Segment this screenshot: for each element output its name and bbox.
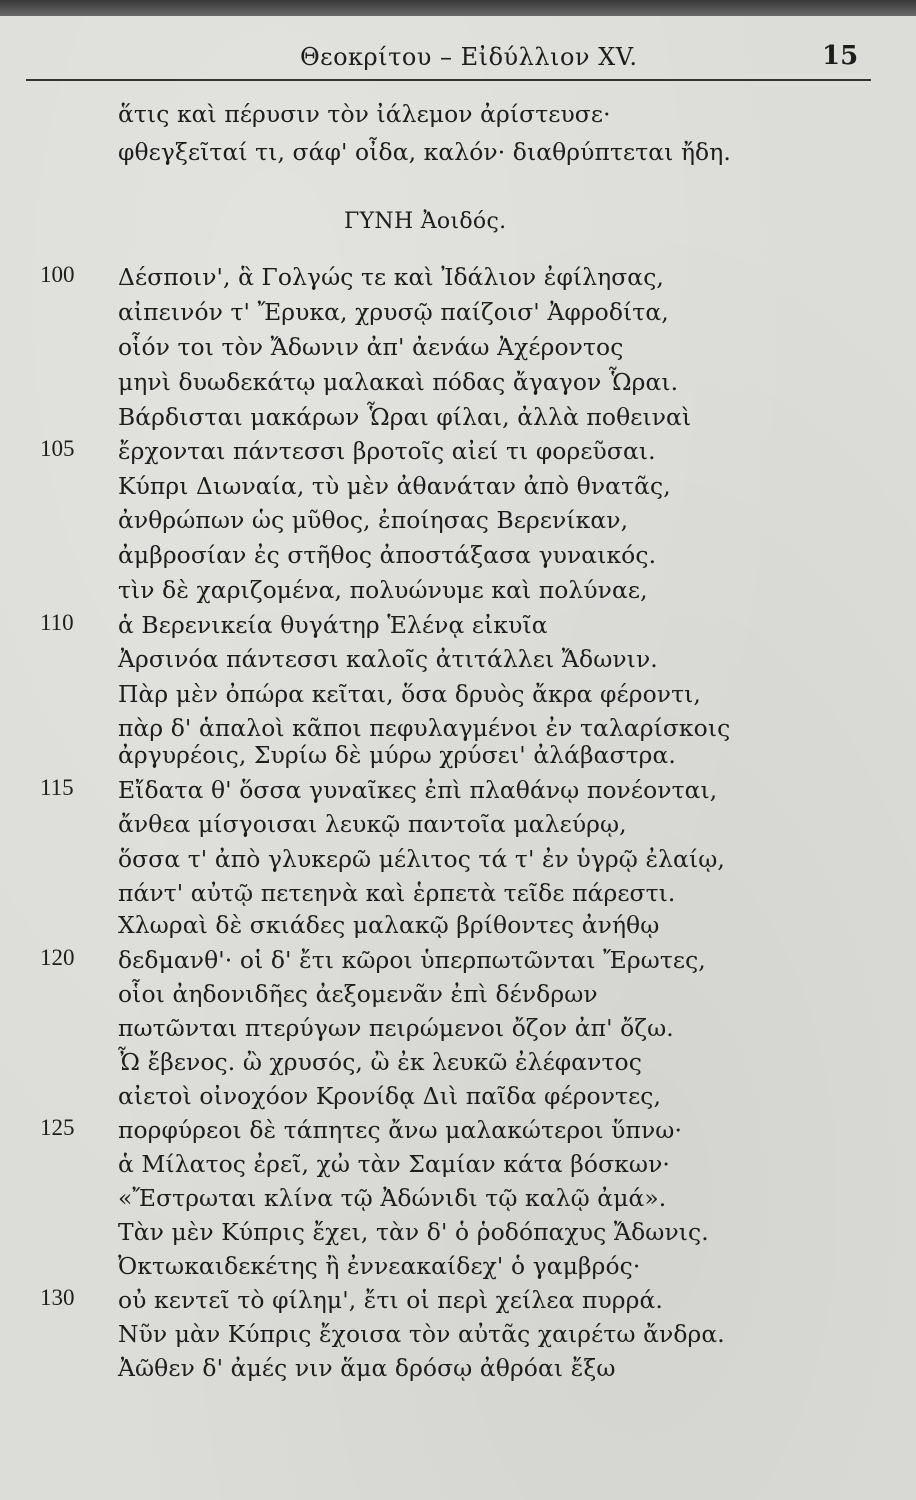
poem-line: Ἀῶθεν δ' ἀμές νιν ἅμα δρόσῳ ἀθρόαι ἔξω: [118, 1354, 616, 1382]
poem-line: οἷοι ἀηδονιδῆες ἀεξομενᾶν ἐπὶ δένδρων: [118, 980, 598, 1008]
poem-line: Τὰν μὲν Κύπρις ἔχει, τὰν δ' ὁ ῥοδόπαχυς Ἄδωνις.: [118, 1218, 709, 1246]
poem-line: πάντ' αὐτῷ πετεηνὰ καὶ ἑρπετὰ τεῖδε πάρεστι.: [118, 879, 676, 907]
line-number: 120: [40, 945, 75, 970]
line-number: 115: [40, 775, 74, 800]
speaker-heading: ΓΥΝΗ Ἀοιδός.: [344, 209, 507, 234]
poem-line: ὅσσα τ' ἀπὸ γλυκερῶ μέλιτος τά τ' ἐν ὑγρῷ ἐλαίῳ,: [118, 845, 725, 873]
header-rule: [26, 79, 871, 81]
poem-line: Κύπρι Διωναία, τὺ μὲν ἀθανάταν ἀπὸ θνατᾶς,: [118, 472, 671, 500]
poem-line: Βάρδισται μακάρων Ὧραι φίλαι, ἀλλὰ ποθειναὶ: [118, 403, 692, 431]
poem-line: ἀργυρέοις, Συρίω δὲ μύρω χρύσει' ἀλάβαστρα.: [118, 741, 676, 769]
poem-line: Ὦ ἔβενος. ὢ χρυσός, ὢ ἐκ λευκῶ ἐλέφαντος: [118, 1048, 642, 1076]
poem-line: Πὰρ μὲν ὀπώρα κεῖται, ὅσα δρυὸς ἄκρα φέροντι,: [118, 680, 701, 708]
poem-line: πωτῶνται πτερύγων πειρώμενοι ὄζον ἀπ' ὄζω.: [118, 1014, 674, 1042]
running-head: [0, 43, 916, 83]
poem-line: Εἴδατα θ' ὅσσα γυναῖκες ἐπὶ πλαθάνῳ πονέονται,: [118, 776, 718, 804]
poem-line: Χλωραὶ δὲ σκιάδες μαλακῷ βρίθοντες ἀνήθῳ: [118, 911, 660, 939]
poem-line: Ὀκτωκαιδεκέτης ἢ ἐννεακαίδεχ' ὁ γαμβρός·: [118, 1252, 641, 1280]
poem-line: αἰετοὶ οἰνοχόον Κρονίδᾳ Διὶ παῖδα φέροντες,: [118, 1082, 662, 1110]
line-number: 110: [40, 610, 74, 635]
poem-line: ἀνθρώπων ὡς μῦθος, ἐποίησας Βερενίκαν,: [118, 506, 629, 534]
poem-line: ἀμβροσίαν ἐς στῆθος ἀποστάξασα γυναικός.: [118, 541, 657, 569]
poem-line: ἅτις καὶ πέρυσιν τὸν ἰάλεμον ἀρίστευσε·: [118, 100, 611, 128]
line-number: 125: [40, 1115, 75, 1140]
line-number: 100: [40, 262, 75, 287]
poem-line: πὰρ δ' ἁπαλοὶ κᾶποι πεφυλαγμένοι ἐν ταλαρίσκοις: [118, 714, 731, 742]
line-number: 105: [40, 436, 75, 461]
page-number: 15: [822, 41, 859, 71]
poem-line: τὶν δὲ χαριζομένα, πολυώνυμε καὶ πολύναε,: [118, 576, 648, 604]
line-number: 130: [40, 1285, 75, 1310]
poem-line: ἄνθεα μίσγοισαι λευκῷ παντοῖα μαλεύρῳ,: [118, 810, 627, 838]
scan-edge: [0, 0, 916, 16]
poem-line: δεδμανθ'· οἱ δ' ἔτι κῶροι ὑπερπωτῶνται Ἔρωτες,: [118, 946, 706, 974]
poem-line: Ἀρσινόα πάντεσσι καλοῖς ἀτιτάλλει Ἄδωνιν.: [118, 645, 658, 673]
poem-line: ἔρχονται πάντεσσι βροτοῖς αἰεί τι φορεῦσαι.: [118, 437, 656, 465]
poem-line: ἁ Μίλατος ἐρεῖ, χὠ τὰν Σαμίαν κάτα βόσκων·: [118, 1150, 670, 1178]
poem-line: οὐ κεντεῖ τὸ φίλημ', ἔτι οἱ περὶ χείλεα πυρρά.: [118, 1286, 663, 1314]
poem-line: αἰπεινόν τ' Ἔρυκα, χρυσῷ παίζοισ' Ἀφροδίτα,: [118, 298, 669, 326]
poem-line: ἁ Βερενικεία θυγάτηρ Ἑλένᾳ εἰκυῖα: [118, 611, 548, 639]
poem-line: Νῦν μὰν Κύπρις ἔχοισα τὸν αὐτᾶς χαιρέτω ἄνδρα.: [118, 1320, 725, 1348]
poem-line: μηνὶ δυωδεκάτῳ μαλακαὶ πόδας ἄγαγον Ὧραι.: [118, 368, 679, 396]
poem-line: φθεγξεῖταί τι, σάφ' οἶδα, καλόν· διαθρύπτεται ἤδη.: [118, 138, 731, 166]
poem-line: οἷόν τοι τὸν Ἄδωνιν ἀπ' ἀενάω Ἀχέροντος: [118, 333, 624, 361]
running-title: Θεοκρίτου – Εἰδύλλιον XV.: [300, 43, 638, 71]
poem-line: πορφύρεοι δὲ τάπητες ἄνω μαλακώτεροι ὕπνω·: [118, 1116, 682, 1144]
poem-line: Δέσποιν', ἃ Γολγώς τε καὶ Ἰδάλιον ἐφίλησας,: [118, 263, 664, 291]
poem-line: «Ἔστρωται κλίνα τῷ Ἀδώνιδι τῷ καλῷ ἀμά».: [118, 1184, 667, 1212]
